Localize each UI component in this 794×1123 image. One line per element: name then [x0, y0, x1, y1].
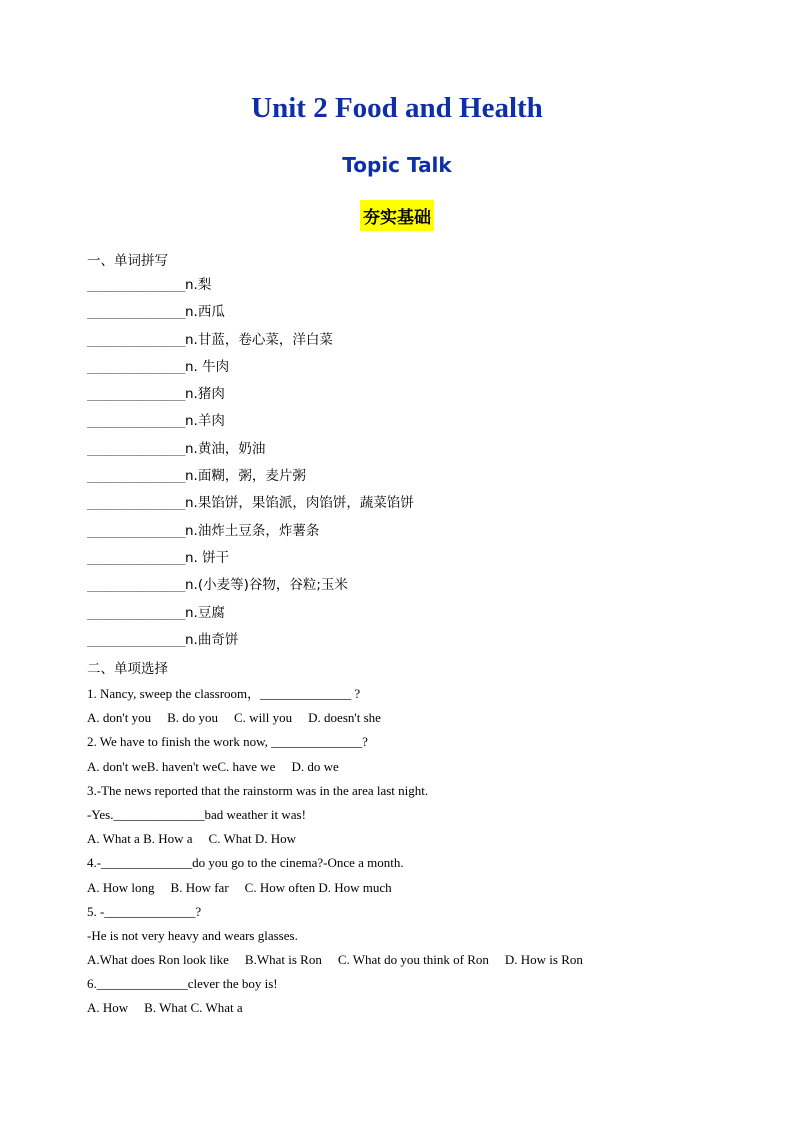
vocab-definition: n.西瓜	[184, 304, 225, 321]
question-line: -He is not very heavy and wears glasses.	[87, 927, 298, 943]
section-heading-choice: 二、单项选择	[87, 661, 168, 677]
option-text: C. What D. How	[208, 831, 297, 847]
options-line	[87, 951, 767, 975]
option-text: A. How	[87, 1000, 129, 1016]
option-text: C. will you	[234, 710, 293, 726]
answer-blank: ________________	[87, 306, 185, 320]
question-line: 1. Nancy, sweep the classroom，______________ ?	[87, 686, 361, 701]
vocab-item	[87, 522, 414, 549]
answer-blank: ________________	[87, 279, 185, 292]
vocab-item	[87, 467, 414, 494]
vocab-definition: n.油炸土豆条，炸薯条	[184, 522, 320, 539]
option-text: C. How often D. How much	[244, 879, 392, 895]
question-line: 3.-The news reported that the rainstorm was in the area last night.	[87, 782, 429, 798]
vocab-definition: n.曲奇饼	[184, 631, 239, 648]
option-text: B.What is Ron	[244, 952, 322, 968]
vocab-item	[87, 494, 414, 521]
question-line: 2. We have to finish the work now, ______________?	[87, 734, 368, 750]
option-text: C. What do you think of Ron	[337, 952, 489, 968]
vocab-item	[87, 412, 414, 439]
answer-blank: ________________	[87, 415, 185, 429]
option-text: A. How long	[87, 879, 155, 895]
vocab-list	[87, 276, 414, 658]
vocab-item	[87, 576, 414, 603]
vocab-item	[87, 631, 414, 658]
vocab-item	[87, 358, 414, 385]
answer-blank: ________________	[87, 470, 185, 484]
answer-blank: ________________	[87, 497, 185, 511]
options-line	[87, 999, 767, 1023]
vocab-definition: n.甘蓝，卷心菜，洋白菜	[184, 331, 333, 348]
vocab-definition: n.猪肉	[184, 386, 225, 403]
vocab-item	[87, 276, 414, 303]
answer-blank: ________________	[87, 442, 185, 456]
section-heading-spelling: 一、单词拼写	[87, 253, 168, 269]
vocab-item	[87, 549, 414, 576]
option-text: A. don't you	[87, 710, 152, 726]
option-text: B. How far	[170, 879, 229, 895]
section-banner	[0, 200, 794, 231]
vocab-item	[87, 440, 414, 467]
vocab-definition: n.(小麦等)谷物，谷粒;玉米	[184, 577, 348, 594]
vocab-definition: n.黄油，奶油	[184, 440, 266, 457]
highlight-label: 夯实基础	[360, 200, 434, 231]
multiple-choice-list	[87, 685, 767, 1024]
vocab-item	[87, 303, 414, 330]
option-text: B. do you	[167, 710, 219, 726]
answer-blank: ________________	[87, 360, 185, 374]
question-line: 5. -______________?	[87, 903, 202, 919]
vocab-definition: n. 牛肉	[184, 358, 230, 375]
option-text: D. do we	[291, 758, 339, 774]
answer-blank: ________________	[87, 388, 185, 402]
vocab-definition: n. 饼干	[184, 549, 230, 566]
options-line	[87, 709, 767, 733]
question-line: 4.-______________do you go to the cinema?-Once a month.	[87, 855, 404, 871]
vocab-definition: n.果馅饼，果馅派，肉馅饼，蔬菜馅饼	[184, 495, 414, 512]
answer-blank: ________________	[87, 524, 185, 538]
vocab-definition: n.羊肉	[184, 413, 225, 430]
options-line	[87, 758, 767, 782]
answer-blank: ________________	[87, 579, 185, 593]
answer-blank: ________________	[87, 551, 185, 565]
option-text: A.What does Ron look like	[87, 952, 229, 968]
question-line: -Yes.______________bad weather it was!	[87, 806, 306, 822]
question-line: 6.______________clever the boy is!	[87, 976, 278, 992]
page-title: Unit 2 Food and Health	[251, 92, 543, 124]
page-subtitle: Topic Talk	[342, 153, 452, 177]
options-line	[87, 830, 767, 854]
options-line	[87, 879, 767, 903]
vocab-item	[87, 385, 414, 412]
option-text: A. don't weB. haven't weC. have we	[87, 758, 276, 774]
vocab-item	[87, 331, 414, 358]
answer-blank: ________________	[87, 633, 185, 647]
answer-blank: ________________	[87, 606, 185, 620]
answer-blank: ________________	[87, 333, 185, 347]
option-text: A. What a B. How a	[87, 831, 193, 847]
vocab-definition: n.梨	[184, 277, 212, 293]
option-text: D. doesn't she	[308, 710, 381, 726]
option-text: B. What C. What a	[144, 1000, 243, 1016]
vocab-item	[87, 604, 414, 631]
vocab-definition: n.豆腐	[184, 604, 225, 621]
vocab-definition: n.面糊，粥，麦片粥	[184, 468, 306, 485]
option-text: D. How is Ron	[504, 952, 583, 968]
